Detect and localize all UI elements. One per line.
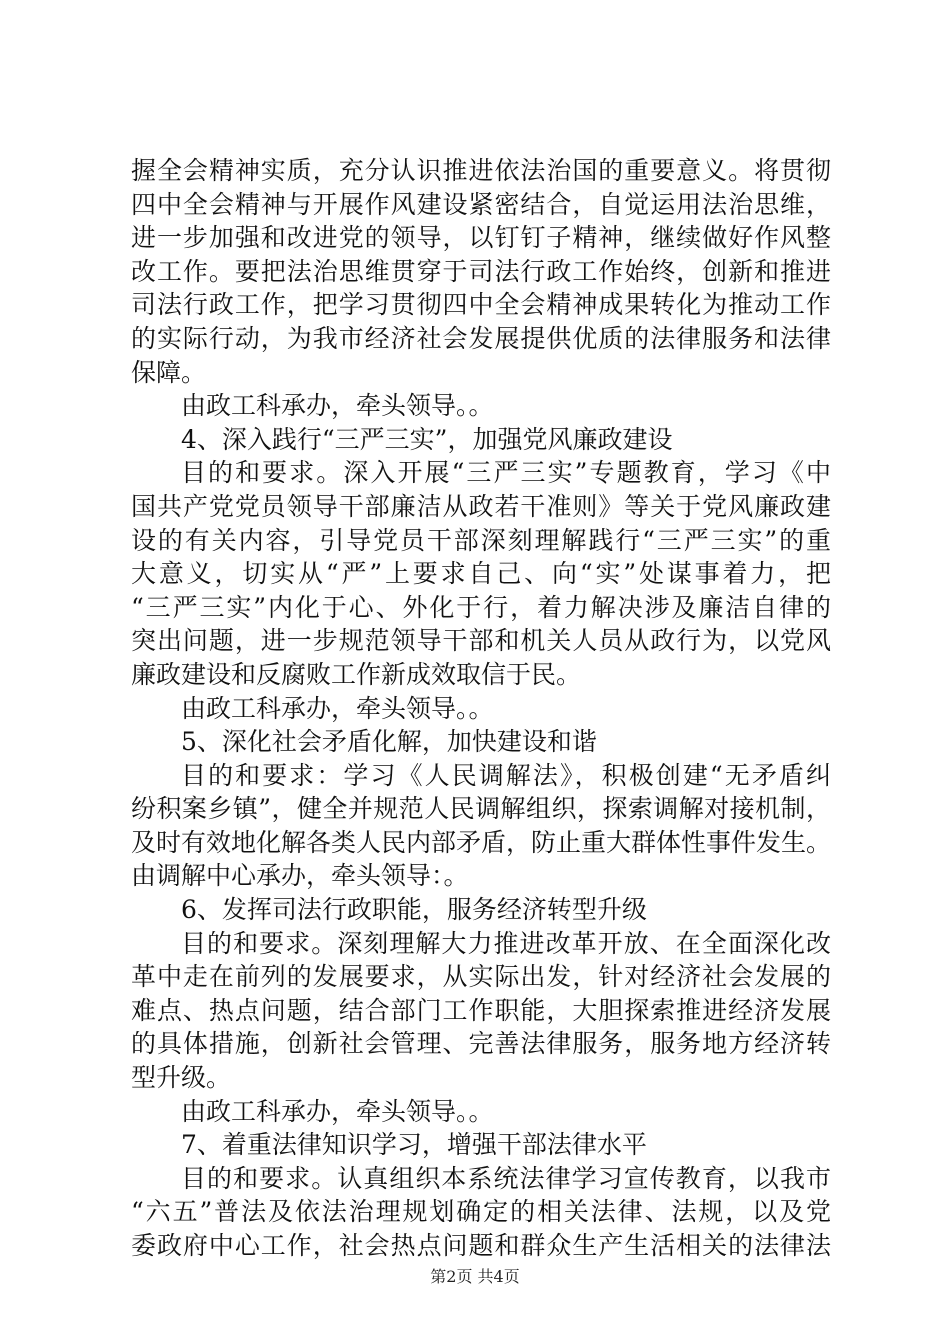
text-line: 革中走在前列的发展要求，从实际出发，针对经济社会发展的 [131, 962, 831, 992]
text-line: 的具体措施，创新社会管理、完善法律服务，服务地方经济转 [131, 1029, 831, 1059]
section-heading: 4、深入践行“三严三实”，加强党风廉政建设 [181, 424, 673, 454]
text-line: 目的和要求：学习《人民调解法》，积极创建“无矛盾纠 [181, 760, 831, 790]
text-line: 由政工科承办，牵头领导。。 [181, 1096, 494, 1126]
text-line: 保障。 [131, 357, 207, 387]
text-line: 的实际行动，为我市经济社会发展提供优质的法律服务和法律 [131, 323, 831, 353]
text-line: 委政府中心工作，社会热点问题和群众生产生活相关的法律法 [131, 1231, 831, 1260]
page-number-footer: 第2页 共4页 [430, 1267, 520, 1286]
section-heading: 7、着重法律知识学习，增强干部法律水平 [181, 1130, 647, 1160]
text-line: 改工作。要把法治思维贯穿于司法行政工作始终，创新和推进 [131, 256, 831, 286]
text-line: 设的有关内容，引导党员干部深刻理解践行“三严三实”的重 [131, 525, 831, 555]
text-line: 由政工科承办，牵头领导。。 [181, 391, 494, 421]
text-line: “三严三实”内化于心、外化于行，着力解决涉及廉洁自律的 [131, 592, 831, 622]
text-line: 由调解中心承办，牵头领导：。 [131, 861, 469, 891]
text-line: 握全会精神实质，充分认识推进依法治国的重要意义。将贯彻 [131, 156, 831, 185]
text-line: 目的和要求。深刻理解大力推进改革开放、在全面深化改 [181, 928, 831, 958]
text-line: 目的和要求。认真组织本系统法律学习宣传教育，以我市 [181, 1163, 831, 1193]
text-line: 突出问题，进一步规范领导干部和机关人员从政行为，以党风 [131, 626, 831, 656]
section-heading: 6、发挥司法行政职能，服务经济转型升级 [181, 895, 647, 925]
text-line: 目的和要求。深入开展“三严三实”专题教育，学习《中 [181, 458, 831, 488]
section-heading: 5、深化社会矛盾化解，加快建设和谐 [181, 727, 597, 757]
body-text [131, 154, 831, 1263]
text-line: 廉政建设和反腐败工作新成效取信于民。 [131, 659, 582, 689]
text-line: 国共产党党员领导干部廉洁从政若干准则》等关于党风廉政建 [131, 491, 831, 521]
text-line: 进一步加强和改进党的领导，以钉钉子精神，继续做好作风整 [131, 223, 831, 253]
text-line: 型升级。 [131, 1063, 232, 1093]
text-line: “六五”普法及依法治理规划确定的相关法律、法规，以及党 [131, 1197, 831, 1227]
text-line: 司法行政工作，把学习贯彻四中全会精神成果转化为推动工作 [131, 290, 831, 320]
text-line: 四中全会精神与开展作风建设紧密结合，自觉运用法治思维， [131, 189, 831, 219]
text-line: 大意义，切实从“严”上要求自己、向“实”处谋事着力，把 [131, 559, 831, 589]
text-line: 及时有效地化解各类人民内部矛盾，防止重大群体性事件发生。 [131, 827, 832, 857]
text-line: 纷积案乡镇”，健全并规范人民调解组织，探索调解对接机制， [131, 794, 831, 824]
text-line: 难点、热点问题，结合部门工作职能，大胆探索推进经济发展 [131, 995, 831, 1025]
text-line: 由政工科承办，牵头领导。。 [181, 693, 494, 723]
